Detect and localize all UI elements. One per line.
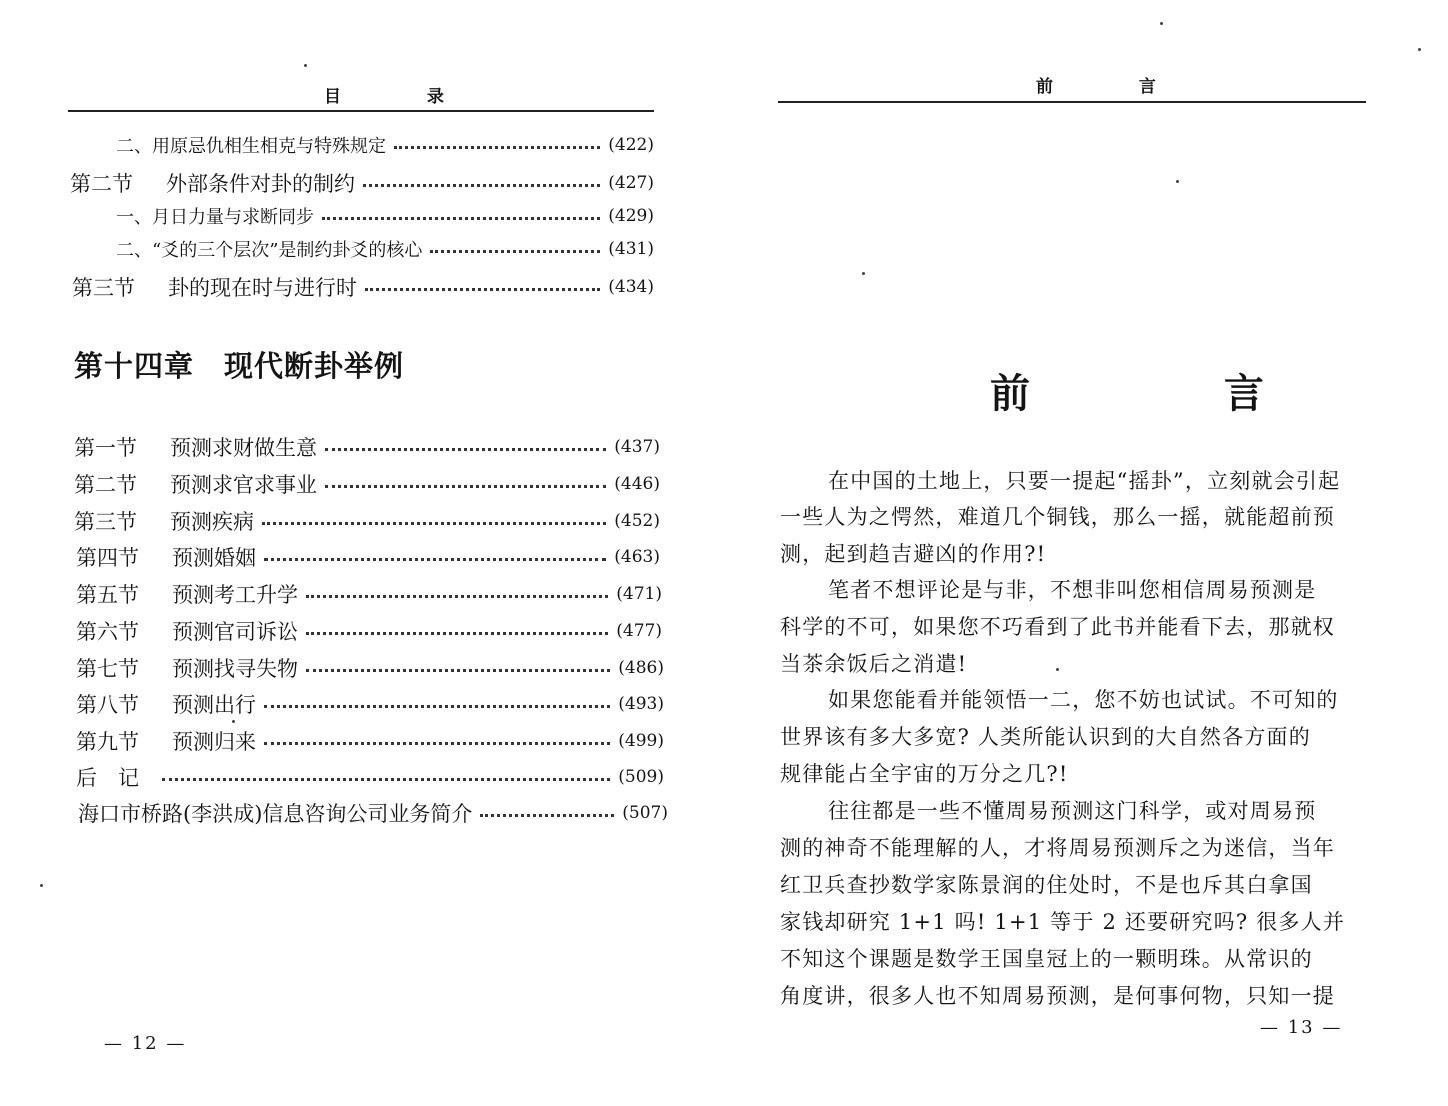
toc-entry-title: 预测归来 (172, 730, 256, 754)
toc-entry (116, 203, 654, 229)
toc-entry-number: 第八节 (76, 693, 139, 717)
toc-entry-page: (429) (608, 206, 654, 226)
body-line: 红卫兵查抄数学家陈景润的住处时，不是也斥其白拿国 (780, 873, 1313, 897)
body-line: 不知这个课题是数学王国皇冠上的一颗明珠。从常识的 (780, 947, 1313, 971)
toc-entry-page: (493) (618, 694, 664, 714)
toc-entry-title: 预测求财做生意 (170, 436, 317, 460)
toc-entry-title: 海口市桥路(李洪成)信息咨询公司业务简介 (78, 802, 473, 826)
toc-entry-title: 预测考工升学 (172, 583, 298, 607)
scan-speck (1176, 180, 1179, 183)
leader-dots (325, 448, 606, 451)
scan-speck (1418, 48, 1421, 51)
toc-entry (72, 272, 654, 302)
body-line: 一些人为之愕然，难道几个铜钱，那么一摇，就能超前预 (780, 505, 1335, 529)
toc-entry-title: 一、月日力量与求断同步 (116, 207, 314, 228)
toc-entry (76, 542, 660, 572)
body-line: 在中国的土地上，只要一提起“摇卦”，立刻就会引起 (828, 469, 1341, 493)
leader-dots (264, 705, 610, 708)
toc-entry (74, 506, 660, 536)
body-line: 测的神奇不能理解的人，才将周易预测斥之为迷信，当年 (780, 836, 1335, 860)
toc-entry (76, 579, 662, 609)
toc-entry (116, 132, 654, 158)
toc-entry-title: 预测出行 (172, 693, 256, 717)
toc-entry-number: 第四节 (76, 546, 139, 570)
toc-entry-title: 预测疾病 (170, 510, 254, 534)
toc-entry-page: (427) (608, 173, 654, 193)
toc-entry (78, 798, 668, 828)
toc-entry-number: 后 记 (76, 766, 139, 790)
toc-entry-page: (509) (618, 767, 664, 787)
leader-dots (306, 595, 608, 598)
toc-entry (76, 616, 662, 646)
header-rule (68, 110, 654, 112)
toc-entry (76, 762, 664, 792)
running-head-preface: 前 言 (1036, 77, 1196, 97)
toc-entry (74, 432, 660, 462)
toc-entry-page: (446) (614, 474, 660, 494)
body-line: 笔者不想评论是与非，不想非叫您相信周易预测是 (828, 578, 1317, 602)
toc-entry-number: 第九节 (76, 730, 139, 754)
toc-entry (70, 168, 654, 198)
toc-entry-number: 第一节 (74, 436, 137, 460)
body-line: 测，起到趋吉避凶的作用?! (780, 542, 1047, 566)
toc-entry-page: (437) (614, 437, 660, 457)
toc-entry-page: (452) (614, 511, 660, 531)
toc-entry-page: (471) (616, 584, 662, 604)
toc-entry-title: 预测官司诉讼 (172, 620, 298, 644)
toc-entry (74, 469, 660, 499)
scan-speck (1056, 668, 1059, 671)
toc-entry-title: 卦的现在时与进行时 (168, 276, 357, 300)
scan-speck (232, 720, 235, 723)
toc-entry-number: 第三节 (74, 510, 137, 534)
toc-entry-title: 二、“爻的三个层次”是制约卦爻的核心 (116, 240, 423, 261)
header-rule (778, 101, 1366, 103)
leader-dots (162, 778, 610, 781)
toc-entry-page: (422) (608, 135, 654, 155)
body-line: 规律能占全宇宙的万分之几?! (780, 762, 1069, 786)
running-head-contents: 目 录 (324, 87, 484, 107)
toc-entry-number: 第七节 (76, 657, 139, 681)
toc-entry-page: (477) (616, 621, 662, 641)
scan-speck (304, 64, 307, 67)
toc-entry-number: 第六节 (76, 620, 139, 644)
leader-dots (306, 632, 608, 635)
toc-entry-page: (463) (614, 547, 660, 567)
toc-entry (116, 236, 654, 262)
toc-entry (76, 689, 664, 719)
toc-entry-page: (431) (608, 239, 654, 259)
leader-dots (262, 522, 606, 525)
toc-entry-title: 二、用原忌仇相生相克与特殊规定 (116, 136, 386, 157)
toc-entry-title: 预测婚姻 (172, 546, 256, 570)
leader-dots (264, 742, 610, 745)
body-line: 家钱却研究 1+1 吗! 1+1 等于 2 还要研究吗? 很多人并 (780, 910, 1346, 934)
leader-dots (306, 669, 610, 672)
body-line: 角度讲，很多人也不知周易预测，是何事何物，只知一提 (780, 984, 1335, 1008)
body-line: 如果您能看并能领悟一二，您不妨也试试。不可知的 (828, 688, 1339, 712)
toc-entry-title: 预测找寻失物 (172, 657, 298, 681)
leader-dots (264, 558, 606, 561)
page-number-left: — 12 — (104, 1033, 187, 1054)
toc-entry-number: 第三节 (72, 276, 135, 300)
scan-speck (40, 884, 43, 887)
leader-dots (325, 485, 606, 488)
toc-entry-page: (499) (618, 731, 664, 751)
scan-speck (862, 272, 865, 275)
toc-entry-title: 预测求官求事业 (170, 473, 317, 497)
toc-entry-number: 第二节 (70, 172, 133, 196)
leader-dots (394, 146, 600, 149)
toc-entry-page: (434) (608, 277, 654, 297)
leader-dots (430, 250, 600, 253)
toc-entry-title: 外部条件对卦的制约 (166, 172, 355, 196)
leader-dots (363, 184, 600, 187)
toc-entry-page: (486) (618, 658, 664, 678)
right-page (724, 0, 1448, 1106)
toc-entry (76, 653, 664, 683)
body-line: 世界该有多大多宽? 人类所能认识到的大自然各方面的 (780, 725, 1311, 749)
toc-entry-page: (507) (622, 803, 668, 823)
body-line: 往往都是一些不懂周易预测这门科学，或对周易预 (828, 799, 1317, 823)
toc-entry-number: 第五节 (76, 583, 139, 607)
body-line: 当茶余饭后之消遣! (780, 652, 968, 676)
leader-dots (480, 814, 614, 817)
scan-speck (1160, 22, 1163, 25)
chapter-heading: 第十四章 现代断卦举例 (74, 349, 405, 383)
body-line: 科学的不可，如果您不巧看到了此书并能看下去，那就权 (780, 615, 1335, 639)
toc-entry (76, 726, 664, 756)
page-number-right: — 13 — (1260, 1017, 1343, 1038)
leader-dots (365, 288, 600, 291)
toc-entry-number: 第二节 (74, 473, 137, 497)
leader-dots (322, 217, 600, 220)
preface-title: 前 言 (990, 370, 1354, 417)
